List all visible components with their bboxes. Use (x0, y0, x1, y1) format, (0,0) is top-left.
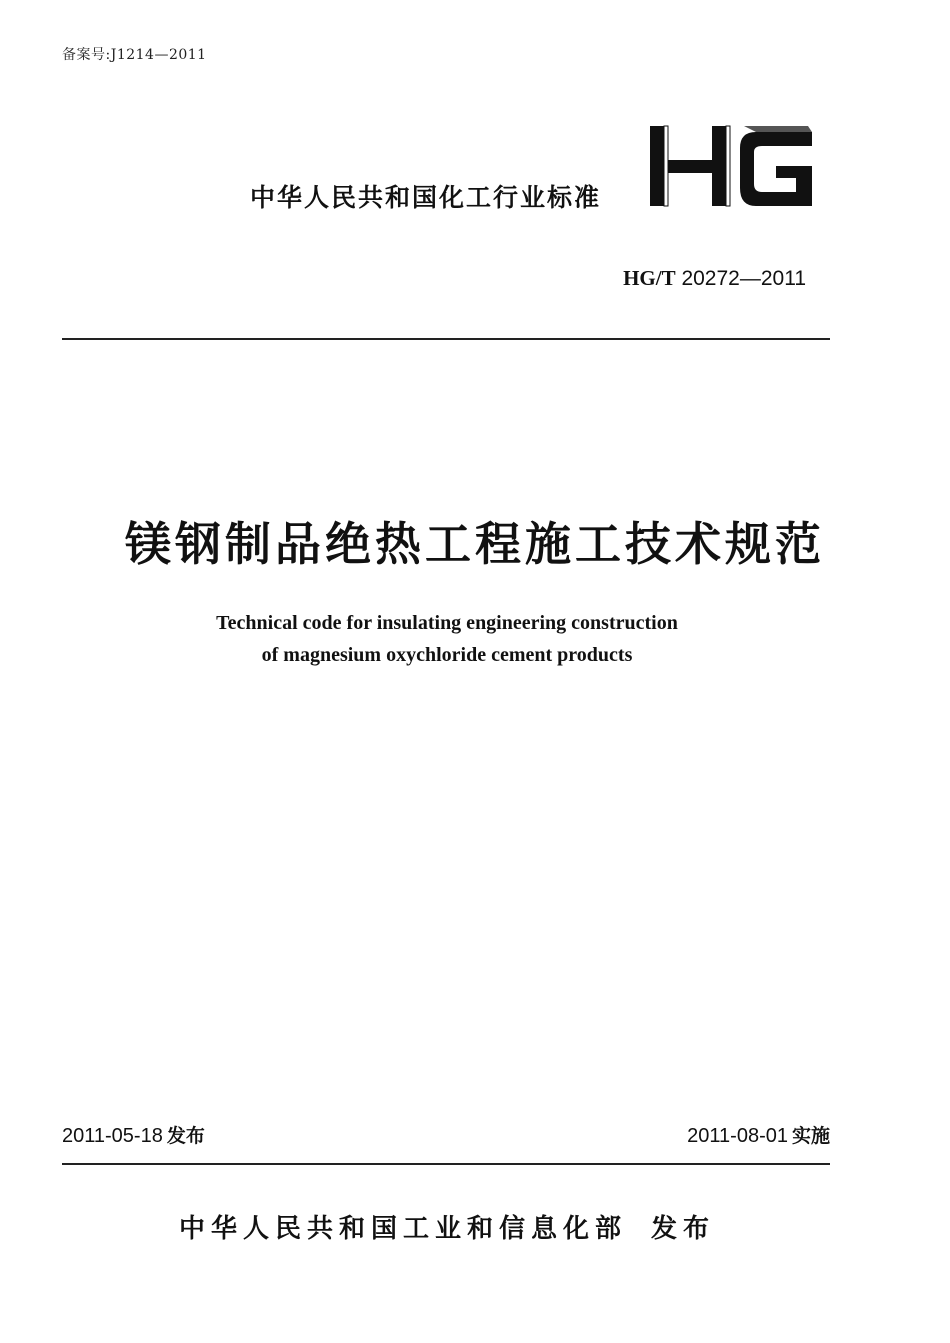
implementation-date-label: 实施 (791, 1125, 830, 1147)
implementation-date (687, 1121, 830, 1148)
filing-number: 备案号:J1214—2011 (62, 47, 207, 63)
issuing-authority (0, 1208, 894, 1245)
standard-code (623, 266, 806, 291)
document-title-chinese: 镁钢制品绝热工程施工技术规范 (125, 517, 825, 571)
document-title-english-line1: Technical code for insulating engineering construction (216, 612, 678, 634)
issue-date-value: 2011-05-18 (62, 1125, 163, 1147)
issuer-publish-label: 发布 (651, 1214, 716, 1244)
hg-logo (648, 122, 814, 210)
issue-date (62, 1121, 205, 1148)
implementation-date-value: 2011-08-01 (687, 1125, 788, 1147)
document-title-english-line2: of magnesium oxychloride cement products (261, 644, 633, 666)
hg-logo-icon (648, 122, 814, 210)
issue-date-label: 发布 (166, 1125, 205, 1147)
issuer-name: 中华人民共和国工业和信息化部 (178, 1214, 627, 1244)
bottom-divider (62, 1163, 830, 1165)
standard-code-number: 20272—2011 (681, 267, 806, 290)
industry-standard-label: 中华人民共和国化工行业标准 (250, 183, 602, 212)
top-divider (62, 338, 830, 340)
standard-code-prefix: HG/T (623, 266, 676, 290)
